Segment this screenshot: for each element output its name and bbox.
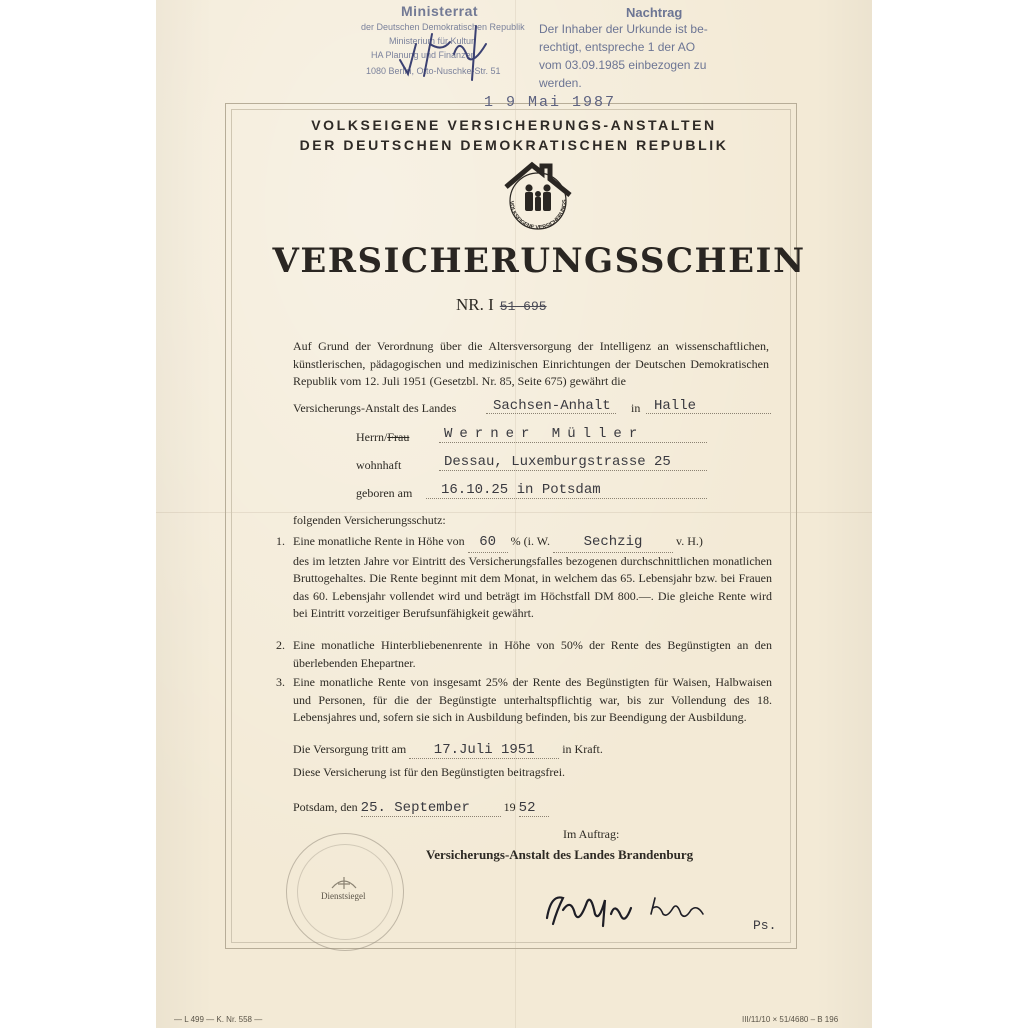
certificate-paper [156,0,872,1028]
header-line-1: VOLKSEIGENE VERSICHERUNGS-ANSTALTEN [311,117,717,133]
item-text: des im letzten Jahre vor Eintritt des Versicherungsfalles bezogenen durchschnittlichen monatlichen Bruttogehaltes. Die Rente beginnt mit dem Monat, in welchem das 65. Lebensjahr bzw. bei Frauen das 60. Lebensjahr vollendet wird und beträgt im Höchstfall DM 800.—. Die gleiche Rente wird bei Eintritt vorzeitiger Berufsunfähigkeit gewährt. [293,553,772,620]
stamp-ministerrat-line: der Deutschen Demokratischen Republik [361,22,525,32]
rente-percent: 60 [468,534,508,553]
address-value: Dessau, Luxemburgstrasse 25 [444,454,671,470]
item-first-line [293,533,772,553]
seal-emblem-icon [329,872,359,892]
kraft-date: 17.Juli 1951 [409,742,559,759]
stamp-nachtrag-line: werden. [539,76,582,90]
stamp-ministerrat-title: Ministerrat [401,3,479,19]
stamp-nachtrag-line: vom 03.09.1985 einbezogen zu [539,58,707,72]
intro-paragraph: Auf Grund der Verordnung über die Altersversorgung der Intelligenz an wissenschaftlichen, künstlerischen, pädagogischen und medizinischen Einrichtungen der Deutschen Demokratischen Republik vom 12. Juli 1951 (Gesetzbl. Nr. 85, Seite 675) gewährt die [293,339,769,388]
seal-label: Dienstsiegel [321,891,366,901]
year-value: 52 [519,800,549,817]
rente-pre-text: Eine monatliche Rente in Höhe von [293,534,465,548]
frau-label-struck: Frau [387,430,410,444]
ps-note: Ps. [753,918,777,933]
kraft-pre: Die Versorgung tritt am [293,742,407,756]
stamp-nachtrag-line: rechtigt, entspreche 1 der AO [539,40,696,54]
item-number: 3. [276,675,285,689]
beitragsfrei-text: Diese Versicherung ist für den Begünstigten beitragsfrei. [293,765,566,779]
auftrag-label: Im Auftrag: [563,827,620,841]
city-value: Halle [654,398,697,414]
anstalt-label: Versicherungs-Anstalt des Landes [293,401,457,415]
dotted-line [439,470,707,471]
footer-form-code: — L 499 — K. Nr. 558 — [174,1015,263,1024]
header-line-2: DER DEUTSCHEN DEMOKRATISCHEN REPUBLIK [299,137,729,153]
wohnhaft-label: wohnhaft [356,458,402,472]
footer-print-code: III/11/10 × 51/4680 – B 196 [742,1015,839,1024]
kraft-line [293,742,603,759]
place-date-value: 25. September [361,800,501,817]
rente-post-text: v. H.) [675,534,703,548]
stamp-ministerrat-line: HA Planung und Finanzen [371,50,476,60]
rente-mid-text: % (i. W. [510,534,550,548]
item-text: Eine monatliche Hinterbliebenenrente in Höhe von 50% der Rente des Begünstigten an den überlebenden Ehepartner. [293,638,772,670]
herrn-label: Herrn/ [356,430,388,444]
name-value: Werner Müller [444,426,645,442]
geboren-label: geboren am [356,486,413,500]
in-label: in [631,401,641,415]
document-title: VERSICHERUNGSSCHEIN [272,241,806,281]
item-text: Eine monatliche Rente von insgesamt 25% der Rente des Begünstigten für Waisen, Halbwaisen und Personen, für die der Begünstigte unterhaltspflichtig war, bis zur Vollendung des 18. Lebensjahres und, sofern sie sich in Ausbildung befinden, bis zur Beendigung der Ausbildung. [293,675,772,724]
birth-value: 16.10.25 in Potsdam [441,482,601,498]
anstalt-value: Sachsen-Anhalt [493,398,611,414]
stamp-ministerrat-line: Ministerium für Kultur [389,36,475,46]
benefit-item-2 [276,637,772,672]
dotted-line [439,442,707,443]
stamp-nachtrag-title: Nachtrag [626,5,683,20]
item-number: 1. [276,534,285,548]
schutz-label: folgenden Versicherungsschutz: [293,513,446,527]
handwritten-signature [541,880,721,940]
handwritten-initials-signature [394,14,504,94]
benefit-item-1 [276,533,772,623]
date-stamp: 1 9 Mai 1987 [484,94,617,111]
stamp-ministerrat-line: 1080 Berlin, Otto-Nuschke-Str. 51 [366,66,501,76]
benefit-item-3 [276,674,772,727]
century: 19 [503,800,516,814]
dotted-line [426,498,707,499]
insurance-logo-icon [498,157,578,237]
certificate-number-label: NR. I [456,295,494,314]
rente-words: Sechzig [553,534,673,553]
issuer-name: Versicherungs-Anstalt des Landes Brandenburg [426,847,694,862]
stamp-nachtrag-line: Der Inhaber der Urkunde ist be- [539,22,708,36]
item-number: 2. [276,638,285,652]
certificate-number-value: 51 695 [499,299,547,314]
logo-ring-text: VOLKSEIGENE VERSICHERUNGS [507,199,569,232]
certificate-number [456,295,547,315]
herrn-frau-label [356,430,409,445]
place-pre: Potsdam, den [293,800,358,814]
place-date-line [293,800,549,817]
kraft-post: in Kraft. [562,742,603,756]
